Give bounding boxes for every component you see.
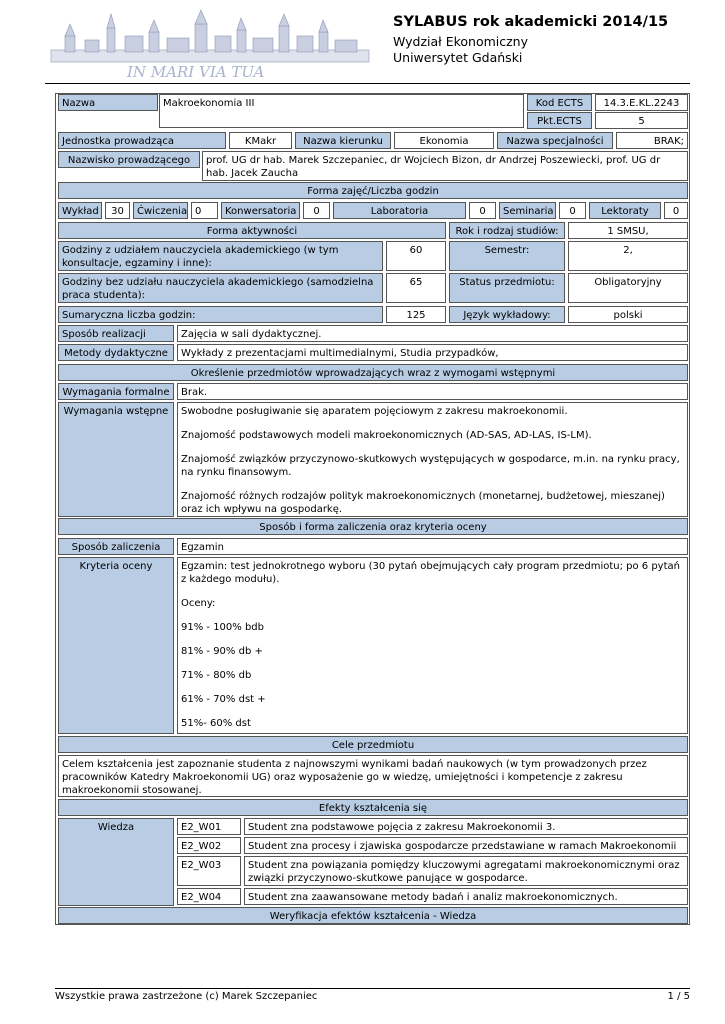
prerequisites-section-title: Określenie przedmiotów wprowadzających wraz z wymogami wstępnymi [58,364,688,381]
assessment-method-value: Egzamin [177,538,688,555]
footer-copyright: Wszystkie prawa zastrzeżone (c) Marek Szczepaniec [55,991,318,1002]
form-value-seminars: 0 [559,202,586,219]
semester-value: 2, [568,241,688,271]
grading-criteria-label: Kryteria oceny [58,557,174,734]
grade-item: 71% - 80% db [181,670,252,681]
ects-points-label: Pkt.ECTS [527,112,592,129]
assessment-method-label: Sposób zaliczenia [58,538,174,555]
form-label-computer-labs: Laboratoria [333,202,466,219]
form-label-lecture: Wykład [58,202,102,219]
criteria-item: Egzamin: test jednokrotnego wyboru (30 pytań obejmujących cały program przedmiotu; po 6 pytań z każdego modułu). [181,561,680,585]
realization-value: Zajęcia w sali dydaktycznej. [177,325,688,342]
forms-section-title: Forma zajęć/Liczba godzin [58,182,688,199]
ects-code-value: 14.3.E.KL.2243 [595,94,688,111]
lecturer-value: prof. UG dr hab. Marek Szczepaniec, dr Wojciech Bizon, dr Andrzej Poszewiecki, prof. UG dr hab. Jacek Zaucha [202,151,688,181]
outcome-code: E2_W03 [177,856,241,886]
didactic-methods-value: Wykłady z prezentacjami multimedialnymi, Studia przypadków, [177,344,688,361]
outcome-text: Student zna procesy i zjawiska gospodarcze przedstawiane w ramach Makroekonomii [244,837,688,854]
criteria-item: Oceny: [181,598,216,609]
field-value: Ekonomia [394,132,494,149]
self-study-hours-value: 65 [386,273,446,303]
study-type-value: 1 SMSU, [568,222,688,239]
grade-item: 91% - 100% bdb [181,622,265,633]
field-label: Nazwa kierunku [295,132,391,149]
form-label-exercises: Ćwiczenia [133,202,188,219]
initial-requirements-label: Wymagania wstępne [58,402,174,517]
requirement-item: Swobodne posługiwanie się aparatem pojęciowym z zakresu makroekonomii. [181,406,568,417]
grade-item: 81% - 90% db + [181,646,263,657]
formal-requirements-label: Wymagania formalne [58,383,174,400]
form-label-conversatory: Konwersatoria [221,202,300,219]
outcome-code: E2_W04 [177,888,241,905]
faculty-name: Wydział Ekonomiczny [393,34,529,49]
course-status-label: Status przedmiotu: [449,273,565,303]
self-study-hours-label: Godziny bez udziału nauczyciela akademickiego (samodzielna praca studenta): [58,273,383,303]
logo-motto: IN MARI VIA TUA [127,63,265,81]
requirement-item: Znajomość związków przyczynowo-skutkowych występujących w gospodarce, m.in. na rynku pracy, na rynku finansowym. [181,454,680,478]
unit-label: Jednostka prowadząca [58,132,226,149]
language-label: Język wykładowy: [449,306,565,323]
contact-hours-value: 60 [386,241,446,271]
language-value: polski [568,306,688,323]
outcome-code: E2_W02 [177,837,241,854]
study-type-label: Rok i rodzaj studiów: [449,222,565,239]
unit-value: KMakr [229,132,292,149]
goals-text: Celem kształcenia jest zapoznanie studenta z najnowszymi wynikami badań naukowych (w tym prowadzonych przez pracowników Katedry Makroekonomii UG) oraz wyposażenie go w wiedzę, umiejętności i kompetencje z zakresu makroekonomii stosowanej. [58,755,688,797]
grade-item: 61% - 70% dst + [181,694,266,705]
lecturer-label: Nazwisko prowadzącego [58,151,200,168]
contact-hours-label: Godziny z udziałem nauczyciela akademickiego (w tym konsultacje, egzaminy i inne): [58,241,383,271]
grading-criteria-value [177,557,688,734]
knowledge-label: Wiedza [58,818,174,906]
header-divider [45,83,690,84]
form-label-seminars: Seminaria [499,202,556,219]
total-hours-label: Sumaryczna liczba godzin: [58,306,383,323]
ects-points-value: 5 [595,112,688,129]
requirement-item: Znajomość podstawowych modeli makroekonomicznych (AD-SAS, AD-LAS, IS-LM). [181,430,592,441]
form-value-computer-labs: 0 [469,202,496,219]
specialty-label: Nazwa specjalności [497,132,613,149]
goals-section-title: Cele przedmiotu [58,736,688,753]
footer-divider [55,988,690,989]
university-logo [45,6,375,82]
outcome-text: Student zna zaawansowane metody badań i analiz makroekonomicznych. [244,888,688,905]
assessment-section-title: Sposób i forma zaliczenia oraz kryteria oceny [58,518,688,535]
total-hours-value: 125 [386,306,446,323]
specialty-value: BRAK; [616,132,688,149]
didactic-methods-label: Metody dydaktyczne [58,344,174,361]
course-name-label: Nazwa [58,94,158,111]
university-name: Uniwersytet Gdański [393,50,523,65]
grade-item: 51%- 60% dst [181,718,251,729]
form-value-conversatory: 0 [303,202,330,219]
semester-label: Semestr: [449,241,565,271]
form-value-lecture: 30 [105,202,130,219]
form-label-language-courses: Lektoraty [589,202,661,219]
course-name-value: Makroekonomia III [159,94,524,128]
ects-code-label: Kod ECTS [527,94,592,111]
requirement-item: Znajomość różnych rodzajów polityk makroekonomicznych (monetarnej, budżetowej, mieszanej) oraz ich wpływu na gospodarkę. [181,491,665,515]
form-value-exercises: 0 [191,202,218,219]
course-status-value: Obligatoryjny [568,273,688,303]
syllabus-title: SYLABUS rok akademicki 2014/15 [393,14,669,30]
initial-requirements-value [177,402,688,517]
outcomes-section-title: Efekty kształcenia się [58,799,688,816]
outcome-code: E2_W01 [177,818,241,835]
form-value-language-courses: 0 [664,202,688,219]
outcome-text: Student zna powiązania pomiędzy kluczowymi agregatami makroekonomicznymi oraz związki przyczynowo-skutkowe panujące w gospodarce. [244,856,688,886]
verification-section-title: Weryfikacja efektów kształcenia - Wiedza [58,907,688,924]
realization-label: Sposób realizacji [58,325,174,342]
outcome-text: Student zna podstawowe pojęcia z zakresu Makroekonomii 3. [244,818,688,835]
formal-requirements-value: Brak. [177,383,688,400]
page-number: 1 / 5 [667,991,690,1002]
activity-header: Forma aktywności [58,222,446,239]
